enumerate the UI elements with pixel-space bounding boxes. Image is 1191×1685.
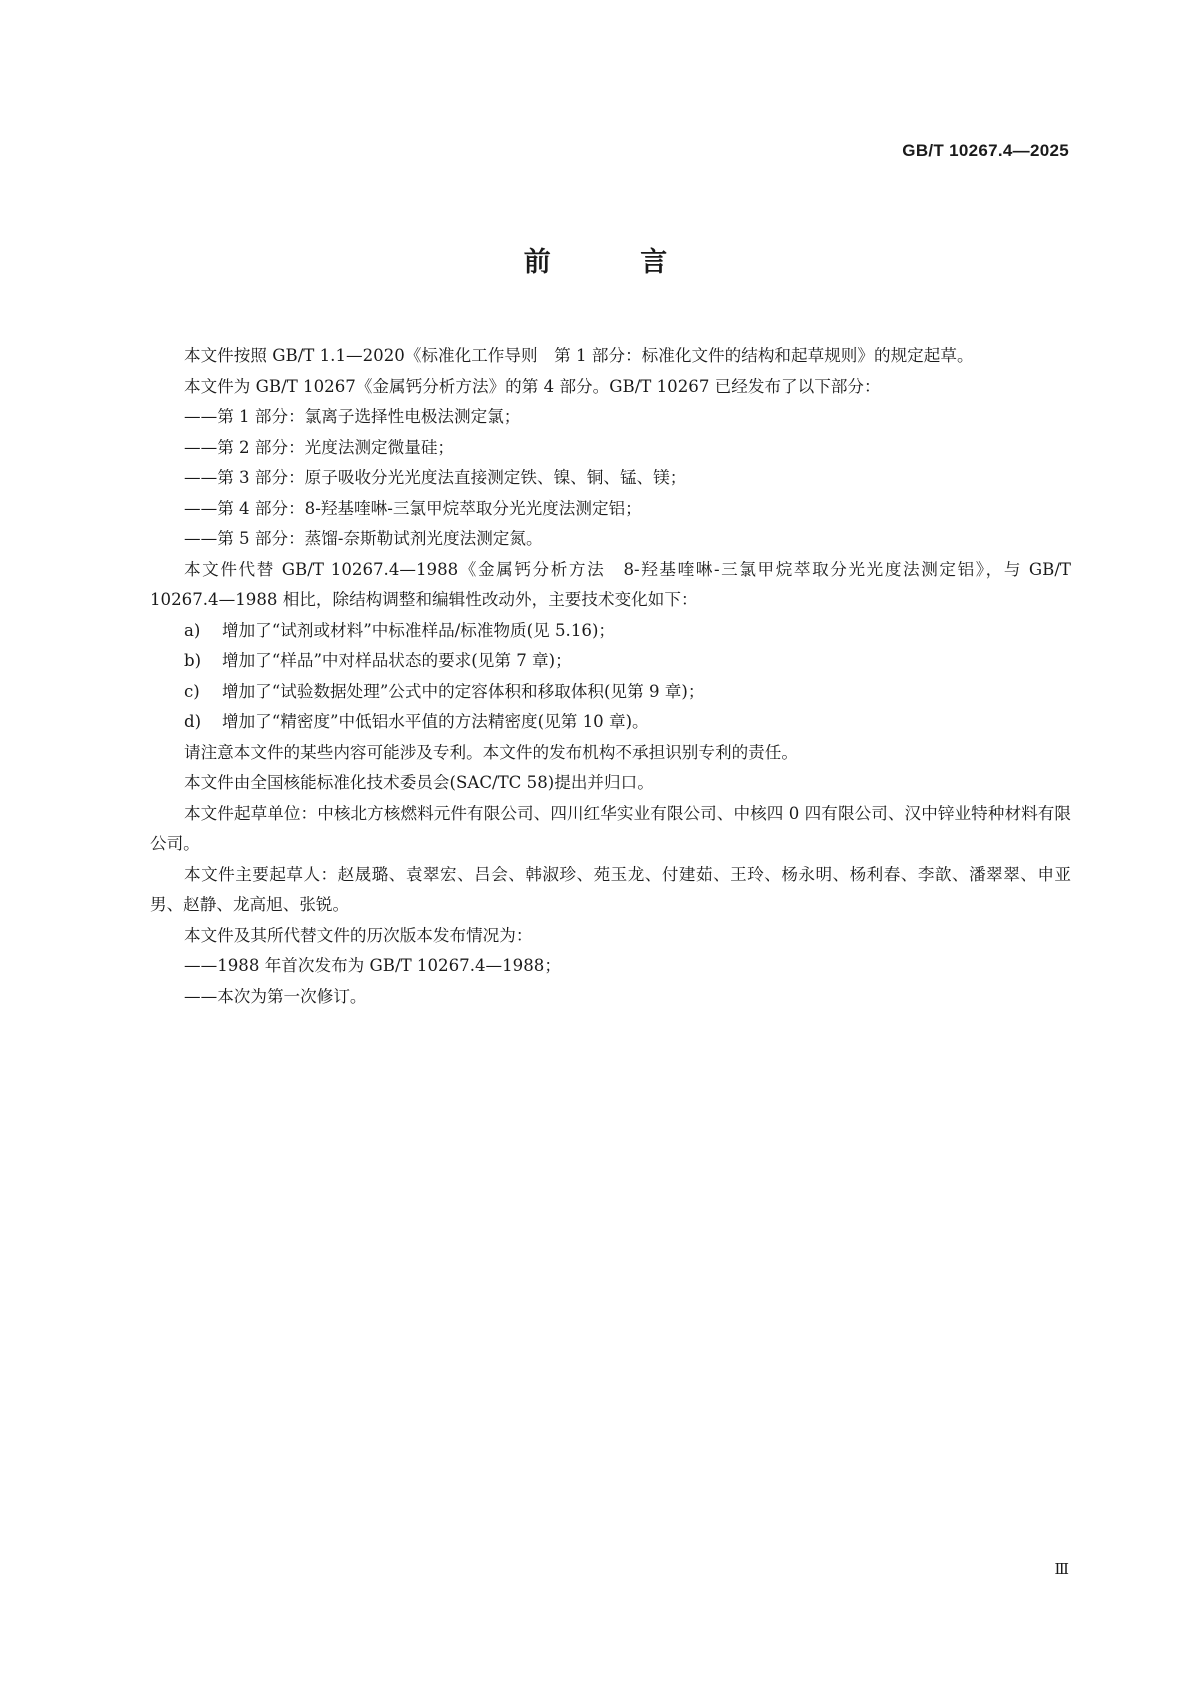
list-item: ——第 1 部分：氯离子选择性电极法测定氯； (184, 407, 521, 426)
paragraph-drafters: 本文件主要起草人：赵晟璐、袁翠宏、吕会、韩淑珍、苑玉龙、付建茹、王玲、杨永明、杨利春、李歆、潘翠翠、申亚男、赵静、龙高旭、张锐。 (150, 864, 1071, 914)
change-marker: d) (184, 712, 202, 731)
page-title: 前 言 (523, 247, 708, 278)
change-text: 增加了“试剂或材料”中标准样品/标准物质(见 5.16)； (222, 620, 616, 640)
paragraph-replacement: 本文件代替 GB/T 10267.4—1988《金属钙分析方法 8-羟基喹啉-三氯甲烷萃取分光光度法测定铝》，与 GB/T 10267.4—1988 相比，除结构调整和编辑性改动外，主要技术变化如下： (150, 559, 1071, 609)
change-text: 增加了“试验数据处理”公式中的定容体积和移取体积(见第 9 章)； (222, 681, 705, 701)
list-item: ——第 3 部分：原子吸收分光光度法直接测定铁、镍、铜、锰、镁； (184, 468, 687, 487)
change-text: 增加了“精密度”中低铝水平值的方法精密度(见第 10 章)。 (222, 712, 649, 731)
paragraph-series-intro: 本文件为 GB/T 10267《金属钙分析方法》的第 4 部分。GB/T 10267 已经发布了以下部分： (184, 376, 881, 396)
change-marker: a) (184, 620, 201, 640)
change-marker: c) (184, 681, 200, 701)
history-item: ——1988 年首次发布为 GB/T 10267.4—1988； (184, 956, 561, 975)
change-text: 增加了“样品”中对样品状态的要求(见第 7 章)； (222, 651, 572, 670)
paragraph-proposer: 本文件由全国核能标准化技术委员会(SAC/TC 58)提出并归口。 (184, 773, 654, 792)
paragraph-drafting-units: 本文件起草单位：中核北方核燃料元件有限公司、四川红华实业有限公司、中核四 0 四有限公司、汉中锌业特种材料有限公司。 (150, 803, 1071, 853)
change-item (150, 707, 1071, 738)
list-item: ——第 4 部分：8-羟基喹啉-三氯甲烷萃取分光光度法测定铝； (184, 498, 642, 518)
paragraph-patent-notice: 请注意本文件的某些内容可能涉及专利。本文件的发布机构不承担识别专利的责任。 (184, 742, 798, 762)
document-number: GB/T 10267.4—2025 (902, 141, 1069, 160)
change-item (150, 616, 1071, 647)
paragraph-history-intro: 本文件及其所代替文件的历次版本发布情况为： (184, 925, 533, 945)
change-item (150, 677, 1071, 708)
change-item (150, 646, 1071, 677)
change-marker: b) (184, 651, 202, 670)
paragraph-drafting-rules: 本文件按照 GB/T 1.1—2020《标准化工作导则 第 1 部分：标准化文件的结构和起草规则》的规定起草。 (184, 346, 974, 365)
foreword-body (150, 341, 1071, 1012)
list-item: ——第 5 部分：蒸馏-奈斯勒试剂光度法测定氮。 (184, 529, 543, 548)
history-item: ——本次为第一次修订。 (184, 986, 367, 1006)
page-number: Ⅲ (1054, 1560, 1069, 1578)
list-item: ——第 2 部分：光度法测定微量硅； (184, 437, 455, 457)
